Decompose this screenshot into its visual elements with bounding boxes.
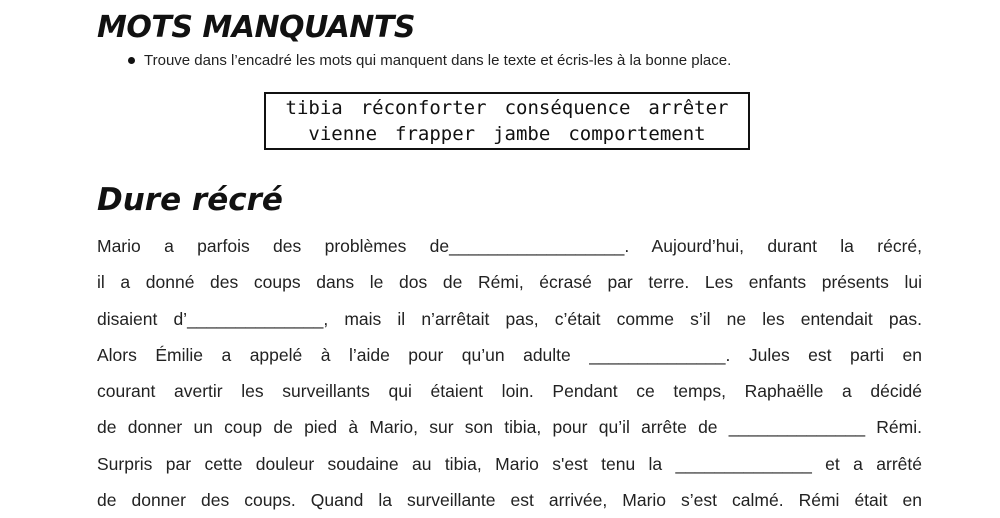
word-bank-item: frapper	[395, 123, 476, 145]
word-bank-item: comportement	[568, 123, 706, 145]
story-title: Dure récré	[97, 182, 283, 218]
instruction	[128, 52, 731, 69]
story-line: disaient d’______________, mais il n’arrêtait pas, c’était comme s’il ne les entendait pas.	[97, 308, 922, 329]
story-line: Mario a parfois des problèmes de__________________. Aujourd’hui, durant la récré,	[97, 236, 922, 256]
section-title: MOTS MANQUANTS	[97, 10, 415, 45]
bullet-icon	[128, 57, 135, 64]
word-bank-item: vienne	[308, 123, 378, 145]
word-bank-item: conséquence	[504, 97, 631, 119]
story-text	[97, 228, 922, 518]
instruction-text: Trouve dans l’encadré les mots qui manquent dans le texte et écris-les à la bonne place.	[144, 52, 732, 69]
story-line: il a donné des coups dans le dos de Rémi, écrasé par terre. Les enfants présents lui	[97, 272, 922, 293]
word-bank-item: réconforter	[360, 97, 487, 119]
story-line: courant avertir les surveillants qui étaient loin. Pendant ce temps, Raphaëlle a décidé	[97, 381, 922, 402]
story-line: Surpris par cette douleur soudaine au tibia, Mario s'est tenu la ______________ et a arrêté	[97, 453, 922, 474]
word-bank-row-1	[286, 95, 729, 121]
word-bank-item: tibia	[285, 97, 343, 119]
word-bank-item: jambe	[493, 123, 551, 145]
word-bank-item: arrêter	[648, 97, 729, 119]
word-bank-row-2	[308, 121, 705, 147]
story-line: de donner un coup de pied à Mario, sur son tibia, pour qu’il arrête de ______________ Rémi.	[97, 417, 922, 438]
word-bank-box	[264, 92, 750, 150]
story-line: Alors Émilie a appelé à l’aide pour qu’un adulte ______________. Jules est parti en	[97, 344, 922, 365]
story-line: de donner des coups. Quand la surveillante est arrivée, Mario s’est calmé. Rémi était en	[97, 490, 922, 511]
